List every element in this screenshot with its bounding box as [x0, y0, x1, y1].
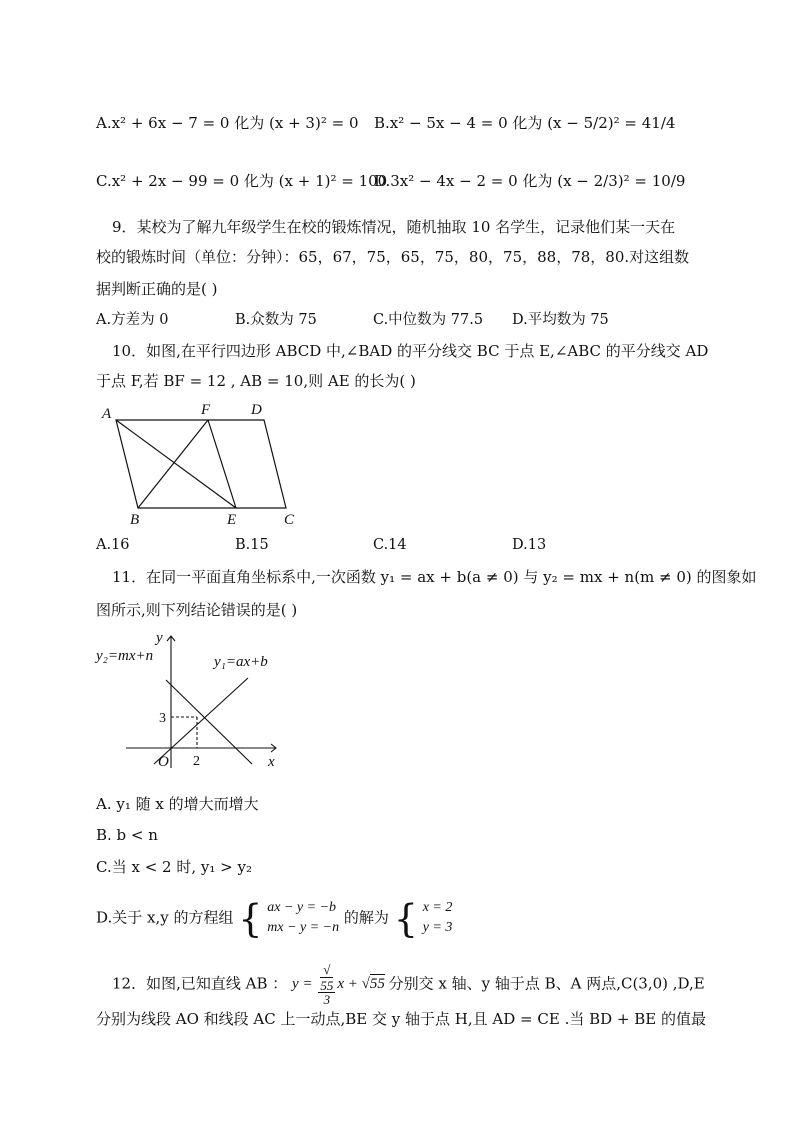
segment-fe — [208, 420, 236, 508]
tick-label-2: 2 — [193, 754, 200, 769]
q12-line-1: 12．如图,已知直线 AB ： y = √ 55 3 x + √55 分别交 x 轴、y 轴于点 B、A 两点,C(3,0) ,D,E — [112, 962, 705, 1008]
q8-option-c: C.x² + 2x − 99 = 0 化为 (x + 1)² = 100 — [96, 172, 388, 190]
q9-option-a: A.方差为 0 — [96, 312, 169, 328]
label-e: E — [227, 512, 237, 528]
label-d: D — [251, 402, 262, 418]
q10-line-1: 10．如图,在平行四边形 ABCD 中,∠BAD 的平分线交 BC 于点 E,∠ABC 的平分线交 AD — [112, 342, 709, 360]
left-brace-icon: { — [393, 896, 418, 941]
label-y-axis: y — [156, 630, 163, 646]
q12-line-2: 分别为线段 AO 和线段 AC 上一动点,BE 交 y 轴于点 H,且 AD = CE .当 BD + BE 的值最 — [96, 1010, 707, 1028]
parallelogram-figure — [96, 400, 316, 530]
q10-option-c: C.14 — [373, 537, 407, 553]
q9-line-1: 9．某校为了解九年级学生在校的锻炼情况，随机抽取 10 名学生，记录他们某一天在 — [112, 218, 676, 236]
q11-line-1: 11．在同一平面直角坐标系中,一次函数 y₁ = ax + b(a ≠ 0) 与 y₂ = mx + n(m ≠ 0) 的图象如 — [112, 568, 757, 586]
segment-bf — [138, 420, 208, 508]
fraction-sqrt55-over-3: √ 55 3 — [320, 962, 334, 1008]
q10-line-2: 于点 F,若 BF = 12 , AB = 10,则 AE 的长为( ) — [96, 372, 416, 390]
label-origin: O — [158, 754, 169, 770]
q9-option-b: B.众数为 75 — [235, 312, 317, 328]
linear-functions-graph — [96, 628, 296, 778]
q8-option-b: B.x² − 5x − 4 = 0 化为 (x − 5/2)² = 41/4 — [374, 114, 676, 132]
q8-option-d: D.3x² − 4x − 2 = 0 化为 (x − 2/3)² = 10/9 — [374, 172, 686, 190]
q10-option-d: D.13 — [512, 537, 547, 553]
label-a: A — [102, 406, 112, 422]
line-y1 — [154, 678, 248, 764]
label-y2: y₂=mx+n — [96, 648, 154, 664]
q11-line-2: 图所示,则下列结论错误的是( ) — [96, 601, 298, 619]
label-c: C — [284, 512, 295, 528]
q11-option-a: A. y₁ 随 x 的增大而增大 — [96, 795, 259, 813]
solution-system: x = 2 y = 3 — [422, 900, 453, 936]
equation-system: ax − y = −b mx − y = −n — [267, 900, 340, 936]
parallelogram-abcd — [116, 420, 286, 508]
left-brace-icon: { — [238, 896, 263, 941]
q9-line-3: 据判断正确的是( ) — [96, 280, 218, 298]
q11-option-b: B. b < n — [96, 826, 158, 844]
line-ab-equation: y = √ 55 3 x + √55 — [292, 962, 385, 1008]
line-y2 — [166, 680, 252, 764]
q9-line-2: 校的锻炼时间（单位：分钟）：65，67，75，65，75，80，75，88，78，80.对这组数 — [96, 248, 690, 266]
q9-option-d: D.平均数为 75 — [512, 312, 609, 328]
label-b: B — [130, 512, 140, 528]
q11-option-d: D.关于 x,y 的方程组 { ax − y = −b mx − y = −n 的解为 { x = 2 y = 3 — [96, 896, 453, 941]
label-y1: y₁=ax+b — [214, 654, 268, 670]
q11-option-c: C.当 x < 2 时, y₁ > y₂ — [96, 858, 252, 876]
label-f: F — [201, 402, 211, 418]
q9-option-c: C.中位数为 77.5 — [373, 312, 484, 328]
q10-option-b: B.15 — [235, 537, 269, 553]
q10-option-a: A.16 — [96, 537, 130, 553]
tick-label-3: 3 — [159, 711, 166, 726]
segment-ae — [116, 420, 236, 508]
label-x-axis: x — [268, 754, 275, 770]
q8-option-a: A.x² + 6x − 7 = 0 化为 (x + 3)² = 0 — [96, 114, 359, 132]
